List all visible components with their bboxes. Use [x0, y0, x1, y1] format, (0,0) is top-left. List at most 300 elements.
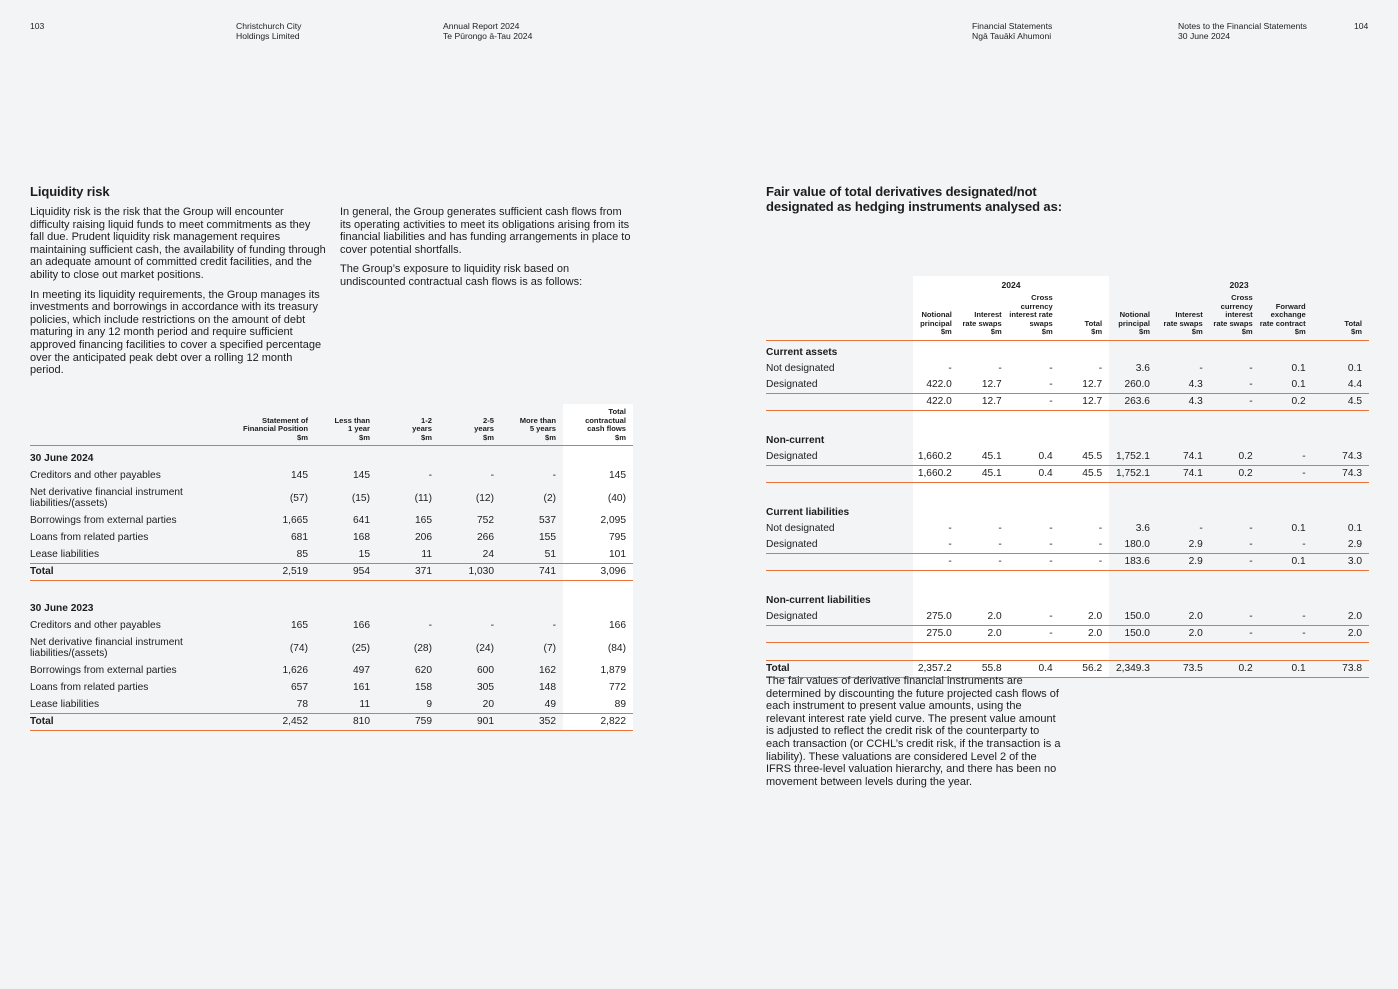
- row-label: Not designated: [766, 363, 835, 375]
- column-header-line: rate swaps: [1213, 318, 1253, 328]
- fair-value-table: [766, 276, 1369, 678]
- table-cell: [1313, 340, 1369, 361]
- table-cell: 795: [563, 529, 633, 546]
- column-header-line: interest rate: [1009, 310, 1053, 320]
- subtotal-cell: 0.4: [1009, 465, 1060, 482]
- row-label-line: Borrowings from external parties: [30, 515, 177, 527]
- column-header-line: $m: [359, 432, 370, 442]
- column-header: [1060, 294, 1109, 340]
- table-cell: 15: [358, 548, 370, 560]
- column-header-line: principal: [920, 318, 952, 328]
- section-title-row: [30, 600, 633, 618]
- section-title: Non-current liabilities: [766, 594, 871, 606]
- total-cell: 371: [377, 563, 439, 580]
- section-title: Current assets: [766, 346, 838, 358]
- subtotal-cell: -: [1210, 625, 1260, 642]
- column-header-line: Interest: [974, 310, 1002, 320]
- column-header-line: Interest: [1175, 310, 1203, 320]
- table-row: [766, 521, 1369, 537]
- table-cell: 145: [291, 470, 308, 482]
- table-cell: [1157, 501, 1210, 521]
- table-cell: [1157, 482, 1210, 501]
- table-cell: 145: [353, 470, 370, 482]
- table-cell: [220, 446, 315, 468]
- section-title-row: [30, 446, 633, 468]
- table-cell: [1313, 429, 1369, 449]
- table-cell: -: [1260, 537, 1313, 554]
- column-header-line: Cross: [1231, 293, 1253, 302]
- row-label: Designated: [766, 377, 913, 394]
- subtotal-cell: 74.3: [1313, 465, 1369, 482]
- column-header-line: 1 year: [348, 424, 370, 434]
- table-cell: [315, 580, 377, 600]
- table-cell: 422.0: [913, 377, 959, 394]
- table-cell: [1060, 429, 1109, 449]
- section-title: 30 June 2023: [30, 603, 94, 615]
- row-label-line: liabilities/(assets): [30, 498, 108, 510]
- column-header-line: $m: [421, 432, 432, 442]
- section-title-row: [766, 501, 1369, 521]
- column-header-line: $m: [1241, 327, 1253, 337]
- year-2024-header: 2024: [913, 276, 1109, 294]
- subtotal-cell: 3.0: [1313, 553, 1369, 570]
- table-cell: [1109, 429, 1157, 449]
- fair-value-title-line1: Fair value of total derivatives designated/not: [766, 184, 1037, 199]
- subtotal-cell: 2.0: [1060, 625, 1109, 642]
- table-row: [30, 467, 633, 484]
- total-cell: 0.4: [1009, 660, 1060, 677]
- total-label: Total: [30, 713, 220, 730]
- row-label: [30, 512, 220, 529]
- table-cell: [1009, 570, 1060, 589]
- table-cell: 162: [539, 665, 556, 677]
- table-cell: -: [1060, 361, 1109, 377]
- table-cell: -: [490, 470, 494, 482]
- total-cell: 741: [501, 563, 563, 580]
- table-cell: [501, 580, 563, 600]
- column-header-line: 5 years: [529, 424, 556, 434]
- total-row: [30, 713, 633, 730]
- table-cell: [1157, 340, 1210, 361]
- subtotal-cell: 2.9: [1157, 553, 1210, 570]
- column-header-line: Financial Position: [243, 424, 308, 434]
- subtotal-cell: 0.2: [1210, 465, 1260, 482]
- table-cell: 49: [544, 698, 556, 710]
- column-header-line: Total: [1344, 318, 1362, 328]
- row-label: [30, 546, 220, 563]
- table-cell: -: [1060, 537, 1109, 554]
- table-cell: [913, 429, 959, 449]
- column-header-line: $m: [615, 432, 626, 442]
- table-cell: [766, 642, 913, 660]
- table-cell: [1109, 570, 1157, 589]
- paragraph: The fair values of derivative financial instruments are determined by discounting the future projected cash flows of each instrument to present value amounts, using the relevant interest rate yield curve. The present value amount is adjusted to reflect the credit risk of the counterparty to each transaction (or CCHL’s credit risk, if the transaction is a liability). These valuations are considered Level 2 of the IFRS three-level valuation hierarchy, and there has been no movement between levels during the year.: [766, 675, 1061, 788]
- table-cell: 85: [296, 548, 308, 560]
- column-header-line: $m: [1041, 327, 1053, 337]
- page-number-left: 103: [30, 21, 45, 31]
- table-cell: 2.0: [959, 609, 1009, 626]
- row-label: [30, 467, 220, 484]
- table-cell: -: [913, 361, 959, 377]
- subtotal-cell: -: [1060, 553, 1109, 570]
- table-cell: (12): [475, 492, 494, 504]
- table-cell: 145: [563, 467, 633, 484]
- table-cell: [913, 410, 959, 429]
- column-header-line: years: [412, 424, 432, 434]
- subtotal-cell: 2.0: [1313, 625, 1369, 642]
- table-row: [30, 679, 633, 696]
- table-cell: 155: [539, 531, 556, 543]
- table-cell: [1009, 501, 1060, 521]
- table-cell: -: [1210, 537, 1260, 554]
- column-header: [501, 404, 563, 446]
- table-cell: 2.0: [1313, 609, 1369, 626]
- table-cell: [30, 580, 220, 600]
- paragraph: The Group’s exposure to liquidity risk based on undiscounted contractual cash flows is as follows:: [340, 263, 583, 288]
- table-cell: 260.0: [1109, 377, 1157, 394]
- table-cell: [1210, 570, 1260, 589]
- table-cell: [1009, 410, 1060, 429]
- subtotal-cell: 1,752.1: [1109, 465, 1157, 482]
- row-label: [30, 696, 220, 713]
- spacer-row: [766, 410, 1369, 429]
- column-header-line: $m: [483, 432, 494, 442]
- row-label: [30, 634, 220, 662]
- column-header: [1313, 294, 1369, 340]
- table-cell: [1210, 410, 1260, 429]
- table-cell: [1260, 340, 1313, 361]
- table-cell: [1009, 642, 1060, 660]
- total-cell: 2,357.2: [913, 660, 959, 677]
- table-cell: [959, 429, 1009, 449]
- subtotal-cell: -: [1260, 625, 1313, 642]
- table-cell: [1009, 340, 1060, 361]
- table-cell: 1,879: [563, 662, 633, 679]
- table-cell: 166: [353, 620, 370, 632]
- table-cell: [766, 570, 913, 589]
- column-header-line: $m: [1294, 327, 1306, 337]
- table-cell: (11): [414, 492, 432, 504]
- table-cell: [563, 446, 633, 468]
- table-cell: [1060, 570, 1109, 589]
- table-cell: (28): [413, 642, 432, 654]
- table-cell: [766, 625, 913, 642]
- column-header: [1157, 294, 1210, 340]
- column-header-line: principal: [1118, 318, 1150, 328]
- table-cell: 12.7: [959, 377, 1009, 394]
- table-cell: (2): [543, 492, 556, 504]
- table-cell: 165: [415, 515, 432, 527]
- table-cell: -: [913, 521, 959, 537]
- table-cell: [1060, 589, 1109, 609]
- column-header-line: rate swaps: [962, 318, 1002, 328]
- table-cell: -: [552, 620, 556, 632]
- table-cell: (74): [289, 642, 308, 654]
- column-header: [913, 294, 959, 340]
- table-cell: -: [1260, 609, 1313, 626]
- table-cell: -: [1009, 521, 1060, 537]
- fair-value-note: [766, 675, 1062, 795]
- total-cell: 55.8: [959, 660, 1009, 677]
- subtotal-cell: -: [959, 553, 1009, 570]
- fair-value-title-line2: designated as hedging instruments analysed as:: [766, 199, 1062, 214]
- paragraph: In meeting its liquidity requirements, the Group manages its investments and borrowings in accordance with its treasury policies, which include restrictions on the amount of debt maturing in any 12 month period and require sufficient approved financing facilities to cover a specified percentage over the anticipated peak debt over a rolling 12 month period.: [30, 288, 322, 377]
- section-title-row: [766, 429, 1369, 449]
- table-cell: 1,660.2: [913, 449, 959, 466]
- paragraph: Liquidity risk is the risk that the Group will encounter difficulty raising liquid funds to meet commitments as they fall due. Prudent liquidity risk management requires maintaining sufficient cash, the availability of funding through an adequate amount of committed credit facilities, and the ability to close out market positions.: [30, 206, 326, 281]
- table-cell: [1109, 501, 1157, 521]
- page-number-right: 104: [1354, 21, 1369, 31]
- section-title: 30 June 2024: [30, 452, 94, 464]
- column-header: [959, 294, 1009, 340]
- column-header-line: Total: [1084, 318, 1103, 328]
- column-header: [1260, 294, 1313, 340]
- table-cell: [1157, 429, 1210, 449]
- section-title: Non-current: [766, 434, 825, 446]
- table-cell: [913, 570, 959, 589]
- table-cell: 0.1: [1291, 523, 1306, 535]
- table-cell: 78: [296, 698, 308, 710]
- column-header-line: exchange: [1270, 310, 1306, 320]
- table-cell: [959, 482, 1009, 501]
- subtotal-cell: 183.6: [1109, 553, 1157, 570]
- paragraph: In general, the Group generates sufficient cash flows from its operating activities to meet its obligations arising from its financial liabilities and has funding arrangements in place to cover potential shortfalls.: [340, 206, 631, 256]
- table-cell: -: [1009, 609, 1060, 626]
- table-cell: [1260, 570, 1313, 589]
- table-cell: [1157, 642, 1210, 660]
- table-row: [30, 546, 633, 563]
- liquidity-risk-title: Liquidity risk: [30, 184, 110, 199]
- subtotal-cell: -: [1210, 393, 1260, 410]
- table-cell: [913, 482, 959, 501]
- table-cell: 2.9: [1313, 537, 1369, 554]
- table-cell: [1109, 642, 1157, 660]
- row-label-line: Creditors and other payables: [30, 470, 161, 482]
- column-header-line: $m: [1351, 327, 1362, 337]
- column-header-line: swaps: [1029, 318, 1053, 328]
- total-cell: 759: [377, 713, 439, 730]
- table-cell: [766, 465, 913, 482]
- subtotal-cell: 1,660.2: [913, 465, 959, 482]
- table-cell: 752: [477, 515, 494, 527]
- table-cell: 9: [426, 698, 432, 710]
- table-cell: 537: [539, 515, 556, 527]
- table-cell: 74.3: [1313, 449, 1369, 466]
- row-label: [30, 484, 220, 512]
- subtotal-cell: 12.7: [1060, 393, 1109, 410]
- row-label-line: Creditors and other payables: [30, 620, 161, 632]
- table-cell: [1313, 642, 1369, 660]
- column-header: [563, 404, 633, 446]
- table-cell: 166: [563, 618, 633, 635]
- table-cell: 497: [353, 665, 370, 677]
- section-name: Financial Statements Ngā Tauākī Ahumoni: [972, 21, 1053, 41]
- table-cell: 12.7: [1060, 377, 1109, 394]
- table-cell: 641: [353, 515, 370, 527]
- column-header-line: Total: [608, 407, 626, 416]
- table-row: [766, 449, 1369, 466]
- table-cell: -: [428, 620, 432, 632]
- table-cell: 45.5: [1060, 449, 1109, 466]
- table-cell: 2.0: [1157, 609, 1210, 626]
- column-header: [377, 404, 439, 446]
- table-cell: [959, 340, 1009, 361]
- table-cell: [1060, 410, 1109, 429]
- row-label-line: Loans from related parties: [30, 531, 149, 543]
- table-row: [766, 361, 1369, 377]
- total-cell: 3,096: [563, 563, 633, 580]
- table-cell: 161: [353, 682, 370, 694]
- table-cell: [913, 501, 959, 521]
- spacer-row: [766, 482, 1369, 501]
- table-cell: 2.0: [1060, 609, 1109, 626]
- table-cell: -: [552, 470, 556, 482]
- column-header: [439, 404, 501, 446]
- table-row: [30, 618, 633, 635]
- column-header: [1210, 294, 1260, 340]
- table-cell: [766, 410, 913, 429]
- table-cell: [1210, 429, 1260, 449]
- table-cell: [1157, 410, 1210, 429]
- table-cell: -: [1060, 521, 1109, 537]
- table-cell: 772: [563, 679, 633, 696]
- column-header-line: Less than: [334, 415, 370, 425]
- column-header-line: currency: [1220, 301, 1253, 311]
- liquidity-table: [30, 404, 633, 731]
- table-row: [30, 634, 633, 662]
- table-cell: [439, 446, 501, 468]
- table-cell: 0.1: [1347, 363, 1362, 375]
- subtotal-cell: -: [1009, 553, 1060, 570]
- table-cell: [1109, 589, 1157, 609]
- total-label: Total: [766, 660, 913, 677]
- table-cell: [1210, 482, 1260, 501]
- total-cell: 954: [315, 563, 377, 580]
- table-cell: [766, 482, 913, 501]
- subtotal-cell: 2.0: [1157, 625, 1210, 642]
- table-row: [766, 609, 1369, 626]
- table-cell: [1260, 482, 1313, 501]
- row-label: [30, 529, 220, 546]
- row-label: Not designated: [766, 523, 835, 535]
- table-cell: 0.2: [1210, 449, 1260, 466]
- subtotal-cell: 0.1: [1260, 553, 1313, 570]
- table-cell: [913, 589, 959, 609]
- table-cell: 1,665: [282, 515, 308, 527]
- table-cell: [959, 642, 1009, 660]
- table-header-cell: [30, 404, 220, 446]
- table-cell: [1060, 501, 1109, 521]
- table-cell: 101: [563, 546, 633, 563]
- table-row: [30, 662, 633, 679]
- column-header: [220, 404, 315, 446]
- table-cell: 657: [291, 682, 308, 694]
- column-header-line: $m: [1091, 327, 1103, 337]
- subtotal-cell: 45.5: [1060, 465, 1109, 482]
- row-label: Designated: [766, 449, 913, 466]
- column-header-line: $m: [1191, 327, 1203, 337]
- row-label: Designated: [766, 609, 913, 626]
- table-cell: -: [959, 537, 1009, 554]
- table-cell: -: [1009, 377, 1060, 394]
- column-header-line: $m: [990, 327, 1002, 337]
- total-cell: 73.8: [1313, 660, 1369, 677]
- table-cell: (40): [563, 484, 633, 512]
- total-row: [30, 563, 633, 580]
- report-name: Annual Report 2024 Te Pūrongo ā-Tau 2024: [443, 21, 533, 41]
- table-cell: 148: [539, 682, 556, 694]
- table-cell: 24: [482, 548, 494, 560]
- table-cell: 180.0: [1109, 537, 1157, 554]
- table-cell: 305: [477, 682, 494, 694]
- table-cell: 165: [291, 620, 308, 632]
- subtotal-cell: -: [1009, 625, 1060, 642]
- subtotal-cell: -: [1210, 553, 1260, 570]
- subtotal-cell: 4.5: [1313, 393, 1369, 410]
- column-header-line: Notional: [921, 310, 952, 320]
- table-cell: (24): [475, 642, 494, 654]
- section-title-row: [766, 340, 1369, 361]
- table-cell: 45.1: [959, 449, 1009, 466]
- table-cell: [1210, 642, 1260, 660]
- table-cell: [1260, 410, 1313, 429]
- row-label-line: Net derivative financial instrument: [30, 637, 183, 649]
- subtotal-row: [766, 553, 1369, 570]
- table-cell: [1060, 482, 1109, 501]
- column-header-line: 1-2: [421, 415, 432, 425]
- table-cell: -: [959, 521, 1009, 537]
- table-cell: [1313, 501, 1369, 521]
- notes-name: Notes to the Financial Statements 30 June 2024: [1178, 21, 1307, 41]
- subtotal-cell: 150.0: [1109, 625, 1157, 642]
- total-cell: 2,822: [563, 713, 633, 730]
- column-header-line: $m: [297, 432, 308, 442]
- table-cell: 0.1: [1260, 377, 1313, 394]
- total-label: Total: [30, 563, 220, 580]
- table-cell: (25): [351, 642, 370, 654]
- table-cell: -: [913, 537, 959, 554]
- table-header-row: [766, 294, 1369, 340]
- spacer-row: [766, 642, 1369, 660]
- subtotal-row: [766, 625, 1369, 642]
- table-cell: [439, 600, 501, 618]
- row-label-line: Borrowings from external parties: [30, 665, 177, 677]
- subtotal-cell: 422.0: [913, 393, 959, 410]
- subtotal-cell: -: [1009, 393, 1060, 410]
- table-cell: -: [1009, 361, 1060, 377]
- total-cell: 810: [315, 713, 377, 730]
- table-cell: 4.3: [1157, 377, 1210, 394]
- table-cell: -: [490, 620, 494, 632]
- table-cell: [315, 600, 377, 618]
- table-cell: -: [1249, 523, 1253, 535]
- table-cell: 3.6: [1135, 523, 1150, 535]
- table-cell: -: [959, 361, 1009, 377]
- year-2023-header: 2023: [1229, 279, 1249, 290]
- table-cell: -: [1249, 363, 1253, 375]
- table-cell: 89: [563, 696, 633, 713]
- table-cell: 158: [415, 682, 432, 694]
- year-header-row: [766, 276, 1369, 294]
- column-header-line: rate contract: [1259, 318, 1306, 328]
- table-cell: [1009, 589, 1060, 609]
- table-cell: (7): [543, 642, 556, 654]
- table-cell: [1109, 340, 1157, 361]
- table-cell: 206: [415, 531, 432, 543]
- column-header-line: Notional: [1119, 310, 1150, 320]
- table-row: [30, 512, 633, 529]
- row-label: [30, 662, 220, 679]
